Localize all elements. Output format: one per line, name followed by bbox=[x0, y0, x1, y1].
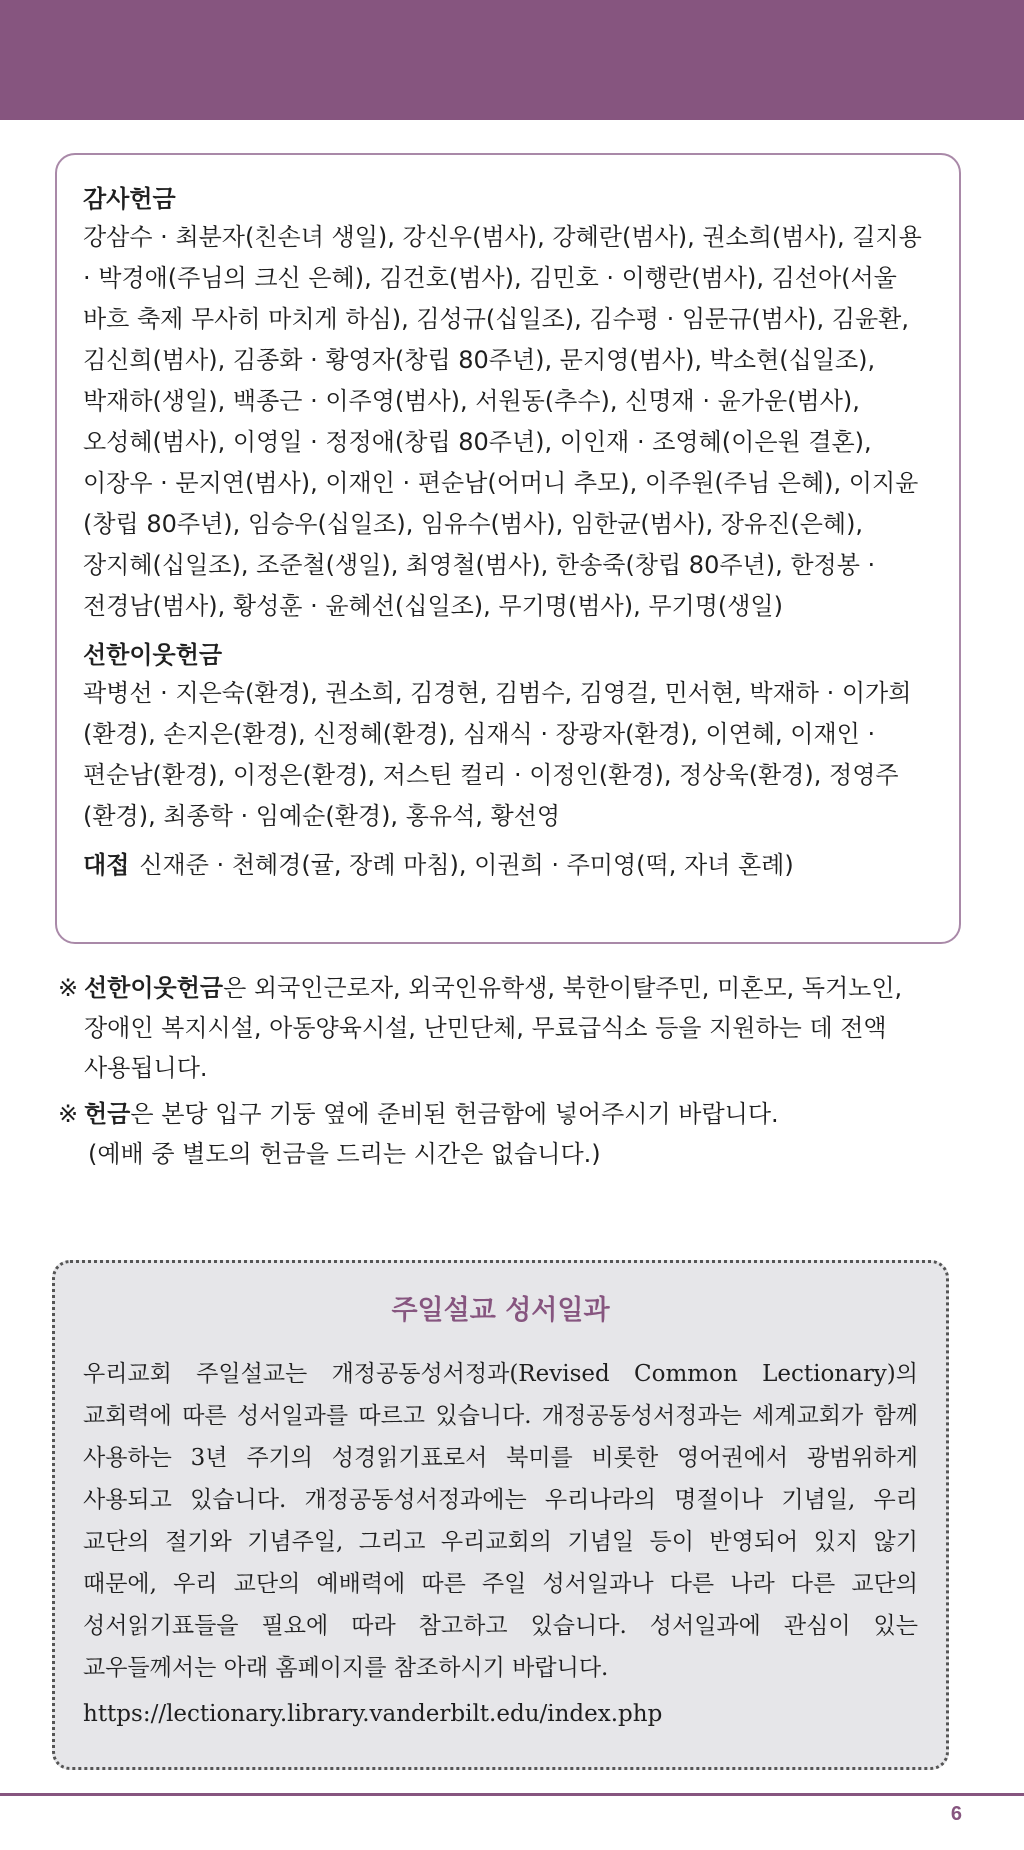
lectionary-body: 우리교회 주일설교는 개정공동성서정과(Revised Common Lectionary)의 교회력에 따른 성서일과를 따르고 있습니다. 개정공동성서정과는 세계교회가 함께 사용하는 3년 주기의 성경읽기표로서 북미를 비롯한 영어권에서 광범위하게 사용되고 있습니다. 개정공동성서정과에는 우리나라의 명절이나 기념일, 우리 교단의 절기와 기념주일, 그리고 우리교회의 기념일 등이 반영되어 있지 않기 때문에, 우리 교단의 예배력에 따른 주일 성서일과나 다른 나라 다른 교단의 성서읽기표들을 필요에 따라 참고하고 있습니다. 성서일과에 관심이 있는 교우들께서는 아래 홈페이지를 참조하시기 바랍니다. bbox=[83, 1361, 918, 1681]
lectionary-box bbox=[52, 1260, 949, 1770]
note-bold-term: 선한이웃헌금 bbox=[84, 974, 224, 1002]
footer-divider bbox=[0, 1793, 1024, 1796]
neighbor-offering-title: 선한이웃헌금 bbox=[83, 641, 223, 669]
neighbor-offering-list: 곽병선 · 지은숙(환경), 권소희, 김경현, 김범수, 김영걸, 민서현, 박재하 · 이가희(환경), 손지은(환경), 신정혜(환경), 심재식 · 장광자(환경), 이연혜, 이재인 · 편순남(환경), 이정은(환경), 저스틴 컬리 · 이정인(환경), 정상욱(환경), 정영주(환경), 최종학 · 임예순(환경), 홍유석, 황선영 bbox=[83, 679, 912, 830]
offering-box bbox=[55, 153, 961, 944]
note-body: 은 본당 입구 기둥 옆에 준비된 헌금함에 넣어주시기 바랍니다. bbox=[130, 1100, 779, 1128]
header-bar bbox=[0, 0, 1024, 120]
note-text bbox=[84, 968, 968, 1088]
lectionary-url: https://lectionary.library.vanderbilt.edu/index.php bbox=[83, 1701, 663, 1727]
notes-section bbox=[58, 968, 968, 1180]
reference-mark: ※ bbox=[58, 1100, 79, 1128]
lectionary-title: 주일설교 성서일과 bbox=[391, 1295, 610, 1326]
thanks-offering-title: 감사헌금 bbox=[83, 185, 176, 213]
note-text bbox=[84, 1094, 968, 1174]
note-body: 은 외국인근로자, 외국인유학생, 북한이탈주민, 미혼모, 독거노인, 장애인 복지시설, 아동양육시설, 난민단체, 무료급식소 등을 지원하는 데 전액 사용됩니다. bbox=[84, 974, 903, 1082]
dessert-text: 신재준 · 천혜경(귤, 장례 마침), 이권희 · 주미영(떡, 자녀 혼례) bbox=[139, 851, 794, 879]
note-bold-term: 헌금 bbox=[84, 1100, 131, 1128]
dessert-title: 대접 bbox=[83, 851, 130, 879]
thanks-offering-list: 강삼수 · 최분자(친손녀 생일), 강신우(범사), 강혜란(범사), 권소희(범사), 길지용 · 박경애(주님의 크신 은혜), 김건호(범사), 김민호 · 이행란(범사), 김선아(서울 바흐 축제 무사히 마치게 하심), 김성규(십일조), 김수평 · 임문규(범사), 김윤환, 김신희(범사), 김종화 · 황영자(창립 80주년), 문지영(범사), 박소현(십일조), 박재하(생일), 백종근 · 이주영(범사), 서원동(추수), 신명재 · 윤가운(범사), 오성혜(범사), 이영일 · 정정애(창립 80주년), 이인재 · 조영혜(이은원 결혼), 이장우 · 문지연(범사), 이재인 · 편순남(어머니 추모), 이주원(주님 은혜), 이지윤(창립 80주년), 임승우(십일조), 임유수(범사), 임한균(범사), 장유진(은혜), 장지혜(십일조), 조준철(생일), 최영철(범사), 한송죽(창립 80주년), 한정봉 · 전경남(범사), 황성훈 · 윤혜선(십일조), 무기명(범사), 무기명(생일) bbox=[83, 223, 922, 620]
note-subtext: (예배 중 별도의 헌금을 드리는 시간은 없습니다.) bbox=[88, 1140, 601, 1168]
dessert-line bbox=[83, 845, 933, 885]
page-number: 6 bbox=[950, 1803, 962, 1825]
reference-mark: ※ bbox=[58, 974, 79, 1002]
note-neighbor-offering bbox=[58, 968, 968, 1088]
note-offering-box bbox=[58, 1094, 968, 1174]
